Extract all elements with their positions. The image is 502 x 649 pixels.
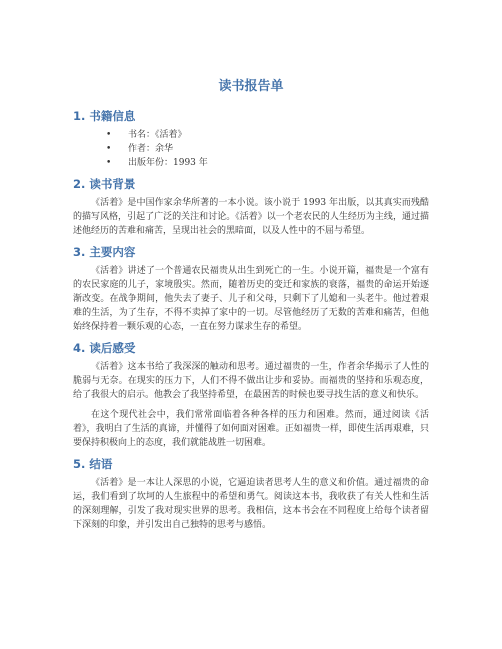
paragraph: 《活着》这本书给了我深深的触动和思考。通过福贵的一生，作者余华揭示了人性的脆弱与无奈。在现实的压力下，人们不得不做出让步和妥协。而福贵的坚持和乐观态度，给了我很大的启示。他教会了我坚持希望，在最困苦的时候也要寻找生活的意义和快乐。 [73,362,429,400]
paragraph: 《活着》是一本让人深思的小说，它逼迫读者思考人生的意义和价值。通过福贵的命运，我们看到了坎坷的人生旅程中的希望和勇气。阅读这本书，我收获了有关人性和生活的深刻理解，引发了我对现实世界的思考。我相信，这本书会在不同程度上给每个读者留下深刻的印象，并引发出自己独特的思考与感悟。 [73,478,429,530]
paragraph: 《活着》讲述了一个普通农民福贵从出生到死亡的一生。小说开篇，福贵是一个富有的农民家庭的儿子，家境殷实。然而，随着历史的变迁和家族的衰落，福贵的命运开始逐渐改变。在战争期间，他失去了妻子、儿子和父母，只剩下了儿媳和一头老牛。他过着艰难的生活，为了生存，不得不卖掉了家中的一切。尽管他经历了无数的苦难和痛苦，但他始终保持着一颗乐观的心态，一直在努力谋求生存的希望。 [73,266,429,332]
paragraph: 在这个现代社会中，我们常常面临着各种各样的压力和困难。然而，通过阅读《活着》，我明白了生活的真谛，并懂得了如何面对困难。正如福贵一样，即使生活再艰难，只要保持积极向上的态度，我们就能战胜一切困难。 [73,410,429,448]
section-reflection [73,340,429,450]
book-info-text: 书名：《活着》 [128,130,187,140]
book-info-title [73,128,429,142]
section-heading: 3. 主要内容 [73,245,136,259]
document-title: 读书报告单 [218,79,284,94]
book-info-year [73,156,429,170]
paragraph: 《活着》是中国作家余华所著的一本小说。该小说于 1993 年出版，以其真实而残酷的描写风格，引起了广泛的关注和讨论。《活着》以一个老农民的人生经历为主线，通过描述他经历的苦难和痛苦，呈现出社会的黑暗面，以及人性中的不屈与希望。 [73,198,429,236]
section-heading: 1. 书籍信息 [73,109,136,123]
section-book-info [73,108,429,170]
bullet-icon: • [106,144,112,154]
book-info-author [73,142,429,156]
section-heading: 2. 读书背景 [73,177,136,191]
book-info-text: 作者：余华 [128,144,174,154]
section-heading: 4. 读后感受 [73,341,136,355]
bullet-icon: • [106,130,112,140]
section-main-content [73,244,429,334]
book-info-list [73,128,429,170]
section-background [73,176,429,238]
section-conclusion [73,456,429,532]
section-heading: 5. 结语 [73,457,113,471]
bullet-icon: • [106,158,112,168]
book-info-text: 出版年份：1993 年 [128,158,208,168]
